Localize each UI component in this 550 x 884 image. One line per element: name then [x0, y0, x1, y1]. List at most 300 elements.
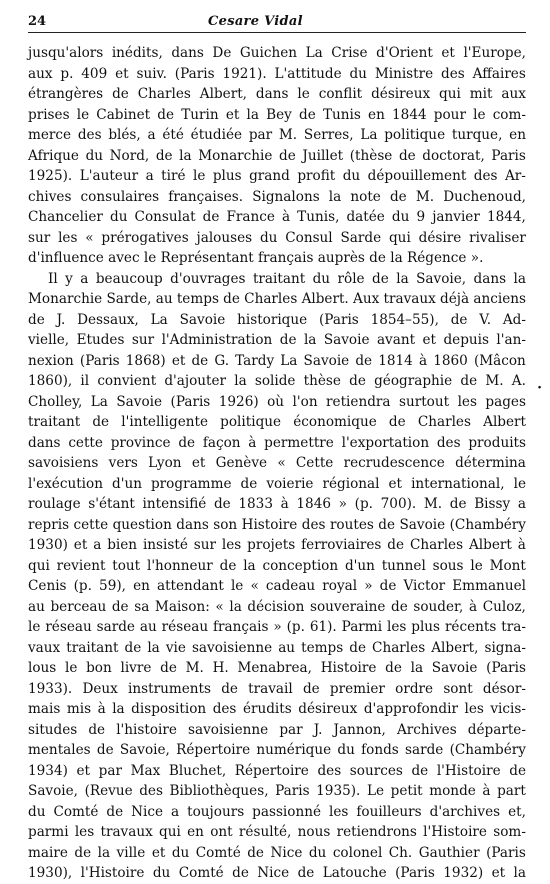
word: (Chambéry	[449, 742, 526, 758]
word: d'ouvrages	[170, 270, 246, 287]
word: dans	[28, 434, 61, 451]
text-line	[28, 658, 526, 679]
word: Charles	[372, 639, 426, 656]
word: de	[349, 639, 366, 656]
word: du	[85, 147, 104, 164]
word: situdes	[28, 721, 78, 738]
word: à	[517, 537, 526, 553]
word: Savoie	[179, 311, 226, 328]
word: Chancelier	[28, 209, 103, 225]
word: blés,	[108, 127, 141, 143]
word: 1921).	[222, 65, 267, 82]
word: le	[297, 86, 310, 102]
word: petit	[390, 783, 423, 799]
word: de	[279, 147, 296, 164]
text-line	[28, 392, 526, 413]
word: temps	[301, 639, 344, 656]
word: à	[281, 209, 291, 225]
word: datée	[346, 209, 385, 225]
word: turque,	[451, 127, 503, 143]
text-line	[28, 146, 526, 167]
word: de	[349, 373, 366, 389]
text-line	[28, 310, 526, 331]
word: à	[248, 434, 257, 451]
word: de	[202, 209, 220, 225]
word: détermina	[455, 455, 526, 471]
word: ferroviaires	[301, 537, 382, 553]
page-number: 24	[28, 14, 47, 29]
word: Signalons	[252, 188, 320, 205]
word: conception	[262, 557, 339, 574]
word: tra-	[501, 619, 526, 635]
word: au	[278, 639, 296, 656]
word: au	[155, 291, 173, 307]
word: Histoire	[241, 516, 298, 533]
word: dans	[255, 86, 289, 102]
word: à	[482, 783, 491, 799]
word: Charles	[137, 86, 191, 102]
word: Bey	[266, 106, 292, 123]
running-header	[28, 12, 526, 33]
word: la	[396, 270, 409, 287]
word: réseau	[45, 619, 92, 635]
word: de	[106, 803, 124, 820]
word: sur	[131, 332, 155, 348]
word: de	[191, 352, 209, 369]
word: de	[247, 844, 264, 861]
word: Afrique	[28, 147, 79, 164]
word: la	[328, 188, 342, 205]
word: Savoie	[431, 660, 478, 676]
word: Charles	[244, 291, 298, 307]
word: en	[133, 578, 150, 594]
word: Parmi	[341, 619, 383, 635]
word: 1926)	[218, 393, 259, 410]
word: M.	[485, 373, 504, 389]
word: »	[364, 578, 373, 594]
word: qui	[439, 86, 461, 102]
word: France	[226, 209, 275, 225]
word: nexion	[28, 352, 74, 369]
text-line	[28, 494, 526, 515]
word: Deux	[82, 680, 118, 697]
word: Charles	[417, 414, 471, 430]
text-line	[28, 228, 526, 249]
word: économique	[293, 414, 377, 430]
word: d'ajouter	[164, 373, 227, 389]
word: Savoie,	[119, 742, 170, 758]
word: historique	[237, 311, 308, 328]
word: façon	[202, 434, 241, 451]
word: beaucoup	[95, 270, 163, 287]
word: Ar-	[504, 168, 526, 184]
word: Paris	[275, 783, 310, 799]
word: été	[162, 127, 184, 143]
word: sur	[28, 229, 51, 246]
word: De	[212, 45, 232, 61]
word: mais	[28, 701, 61, 717]
word: (Paris	[486, 844, 526, 861]
word: la	[513, 865, 526, 881]
word: Jannon,	[333, 721, 386, 738]
word: profit	[297, 168, 336, 184]
word: des	[77, 127, 102, 143]
word: de	[411, 762, 429, 779]
word: du	[28, 803, 46, 820]
word: Histoire	[320, 660, 377, 676]
word: politique	[384, 127, 446, 143]
word: Emmanuel	[452, 578, 526, 594]
word: où	[267, 393, 285, 410]
word: Cenis	[28, 578, 67, 594]
word: son	[213, 516, 238, 533]
word: (Paris	[174, 65, 215, 82]
word: traitant	[28, 414, 81, 430]
word: Sarde	[340, 229, 382, 246]
word: pages	[485, 393, 526, 410]
word: travail	[248, 680, 293, 697]
word: de	[124, 639, 142, 656]
word: Juillet	[302, 147, 344, 164]
word: 1935).	[316, 783, 361, 799]
word: régional	[322, 475, 380, 492]
word: La	[305, 45, 323, 61]
word: au	[28, 598, 45, 615]
word: monde	[429, 783, 476, 799]
word: recrudescence	[343, 455, 445, 471]
word: Nice	[131, 803, 164, 820]
word: thèse	[303, 373, 341, 389]
word: a	[80, 270, 89, 287]
word: (Paris	[79, 352, 120, 369]
word: et	[171, 352, 186, 369]
word: de	[388, 414, 406, 430]
word: qui	[159, 824, 181, 840]
word: Latouche	[322, 865, 387, 881]
word: du	[110, 209, 128, 225]
word: Albert.	[301, 291, 349, 307]
margin-mark: ·	[537, 380, 542, 396]
word: de	[299, 106, 316, 123]
word: tiré	[161, 168, 186, 184]
word: en	[368, 106, 385, 123]
text-line	[28, 638, 526, 659]
word: en	[509, 127, 526, 143]
word: attendant	[156, 578, 224, 594]
word: décision	[247, 598, 305, 615]
word: som-	[493, 824, 526, 840]
word: Gauthier	[418, 844, 480, 861]
word: le	[28, 619, 41, 635]
word: Savoie,	[28, 783, 78, 799]
word: avant	[376, 332, 416, 348]
word: (Paris	[319, 311, 359, 328]
word: de	[379, 578, 397, 594]
word: savoisienne	[191, 639, 273, 656]
word: départe-	[467, 721, 526, 738]
word: insisté	[142, 537, 188, 553]
word: souder,	[413, 598, 464, 615]
text-line	[28, 474, 526, 495]
text-line: d'influence avec le Représentant français auprès de la Régence ».	[28, 250, 484, 266]
text-line	[28, 617, 526, 638]
word: prérogatives	[101, 229, 189, 246]
text-line	[28, 84, 526, 105]
word: sarde	[96, 619, 135, 635]
word: province	[110, 434, 171, 451]
word: question	[112, 516, 172, 533]
word: pour	[433, 106, 466, 123]
word: 1925).	[28, 168, 73, 184]
word: et	[441, 45, 455, 61]
text-line	[28, 740, 526, 761]
word: 409	[81, 65, 108, 82]
word: G.	[214, 352, 230, 369]
word: (Chambéry	[449, 516, 526, 533]
word: y	[65, 270, 73, 287]
word: et	[191, 455, 206, 471]
word: passionné	[252, 803, 322, 820]
word: la	[229, 598, 242, 615]
word: l'an-	[496, 332, 526, 348]
word: des	[436, 434, 461, 451]
word: des	[301, 516, 326, 533]
word: des	[317, 762, 342, 779]
word: de	[92, 414, 110, 430]
word: jalouses	[196, 229, 253, 246]
word: de	[88, 721, 106, 738]
word: a	[171, 803, 180, 820]
word: travaux	[100, 824, 153, 840]
word: premier	[329, 680, 385, 697]
word: ont	[210, 824, 233, 840]
word: berceau	[50, 598, 107, 615]
word: vielle,	[28, 332, 70, 348]
word: Max	[130, 762, 161, 779]
running-title: Cesare Vidal	[208, 14, 303, 29]
word: (Paris	[486, 660, 526, 676]
word: part	[497, 783, 526, 799]
word: l'exécution	[28, 475, 103, 492]
word: temps	[176, 291, 219, 307]
word: il	[80, 373, 90, 389]
word: royal	[322, 578, 358, 594]
word: Guichen	[239, 45, 298, 61]
word: dans	[171, 45, 204, 61]
word: inédits,	[111, 45, 163, 61]
word: J.	[313, 721, 323, 738]
word: consulaires	[80, 188, 160, 205]
word: a	[93, 537, 102, 553]
word: 700).	[380, 496, 417, 512]
word: de	[178, 434, 196, 451]
word: Savoie	[116, 393, 163, 410]
word: Consul	[285, 229, 333, 246]
word: désireux	[371, 86, 431, 102]
text-line	[28, 576, 526, 597]
word: de	[279, 332, 297, 348]
word: mis	[66, 701, 92, 717]
word: le	[76, 106, 90, 123]
word: Tardy	[235, 352, 275, 369]
text-line	[28, 679, 526, 700]
word: politique	[220, 414, 282, 430]
word: 1846	[296, 496, 332, 512]
word: de	[391, 598, 408, 615]
word: du	[391, 209, 410, 225]
text-line	[28, 433, 526, 454]
word: depuis	[443, 332, 489, 348]
word: érudits	[242, 701, 292, 717]
word: du	[312, 270, 331, 287]
word: «	[85, 229, 94, 246]
word: de	[74, 844, 92, 861]
word: La	[90, 393, 108, 410]
word: mit	[469, 86, 493, 102]
word: dans	[473, 270, 507, 287]
word: 61).	[309, 619, 337, 635]
word: aux	[501, 86, 526, 102]
text-line	[28, 453, 526, 474]
word: Le	[366, 783, 385, 799]
text-line	[28, 597, 526, 618]
word: roulage	[28, 496, 81, 512]
word: de	[372, 270, 389, 287]
word: de	[297, 865, 315, 881]
word: »	[338, 496, 347, 512]
word: Ad-	[502, 311, 526, 328]
word: de	[449, 496, 467, 512]
text-line	[28, 289, 526, 310]
word: et	[388, 475, 403, 492]
word: du	[259, 229, 278, 246]
word: par	[279, 721, 303, 738]
word: aux	[28, 65, 53, 82]
word: sources	[349, 762, 403, 779]
word: de	[28, 311, 45, 328]
word: de	[509, 762, 526, 779]
word: le	[192, 168, 206, 184]
word: à	[280, 496, 289, 512]
word: et	[115, 65, 129, 82]
book-page	[28, 12, 542, 884]
word: Charles	[409, 537, 464, 553]
word: et	[491, 865, 506, 881]
word: «	[277, 455, 286, 471]
word: revient	[56, 557, 106, 574]
word: Turin	[181, 106, 219, 123]
word: V.	[479, 311, 492, 328]
word: travaux	[383, 291, 436, 307]
word: (p.	[354, 496, 373, 512]
word: Albert,	[199, 86, 247, 102]
word: fonds	[361, 742, 399, 758]
word: (thèse	[349, 147, 393, 164]
word: Cette	[295, 455, 334, 471]
word: sa	[134, 598, 150, 615]
word: 1868)	[125, 352, 166, 369]
text-line	[28, 802, 526, 823]
word: à	[418, 352, 428, 369]
word: la	[243, 557, 256, 574]
body-text	[28, 43, 526, 884]
word: conflit	[318, 86, 363, 102]
word: du	[342, 168, 361, 184]
text-line	[28, 843, 526, 864]
word: Savoie	[323, 332, 370, 348]
word: (Paris	[170, 393, 211, 410]
word: routes	[329, 516, 374, 533]
word: de	[96, 742, 114, 758]
word: livre	[120, 660, 152, 676]
word: chives	[28, 188, 72, 205]
text-line	[28, 863, 526, 884]
word: Tunis	[322, 106, 361, 123]
word: de	[387, 537, 405, 553]
word: Tunis,	[297, 209, 340, 225]
word: international,	[411, 475, 505, 492]
word: traitant	[252, 270, 306, 287]
word: 1860),	[28, 373, 73, 389]
word: M.	[423, 496, 443, 512]
word: et	[151, 844, 166, 861]
word: l'Histoire	[436, 762, 501, 779]
word: 1844,	[486, 209, 526, 225]
word: de	[302, 680, 320, 697]
word: d'approfondir	[363, 701, 458, 717]
word: lous	[28, 660, 57, 676]
word: sont	[443, 680, 473, 697]
text-line	[28, 371, 526, 392]
word: savoisienne	[188, 721, 269, 738]
word: l'Histoire	[423, 824, 487, 840]
word: de	[355, 352, 373, 369]
word: réseau	[161, 619, 209, 635]
word: Paris	[491, 147, 526, 164]
word: J.	[56, 311, 66, 328]
word: Duchenoud,	[443, 188, 526, 205]
word: et	[225, 106, 240, 123]
word: Comté	[195, 844, 241, 861]
text-line	[28, 761, 526, 782]
word: Savoie	[303, 352, 350, 369]
word: colonel	[332, 844, 383, 861]
word: permettre	[264, 434, 334, 451]
text-line	[28, 105, 526, 126]
word: mentales	[28, 742, 91, 758]
word: anciens	[473, 291, 526, 307]
word: programme	[150, 475, 232, 492]
word: l'histoire	[116, 721, 177, 738]
word: vaux	[28, 639, 61, 656]
word: de	[221, 680, 238, 697]
word: et,	[508, 803, 526, 820]
word: de	[232, 865, 249, 881]
word: 1844	[392, 106, 427, 123]
word: Comté	[178, 865, 224, 881]
word: de	[112, 86, 129, 102]
word: Menabrea,	[237, 660, 312, 676]
word: (p.	[73, 578, 92, 594]
text-line	[28, 351, 526, 372]
word: en	[187, 824, 204, 840]
word: de	[111, 598, 129, 615]
text-line	[28, 207, 526, 228]
word: Victor	[403, 578, 446, 594]
word: (p.	[286, 619, 305, 635]
word: cette	[68, 434, 103, 451]
word: de	[450, 311, 468, 328]
